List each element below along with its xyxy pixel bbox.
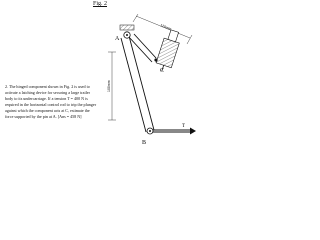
label-c: C xyxy=(160,68,165,74)
control-rod xyxy=(153,128,196,135)
contact-point-c xyxy=(154,58,157,61)
latch-diagram xyxy=(0,0,200,156)
label-a: A xyxy=(115,36,120,42)
dimension-label-120mm: 120mm xyxy=(159,23,172,32)
problem-statement xyxy=(5,84,97,120)
label-b: B xyxy=(142,140,147,146)
problem-text: 2. The hinged component shown in Fig. 2 is used to activate a latching device for securing a large trailer body to its undercarriage. If a tension T = 400 N is required in the horizontal control rod to trip the plunger against which the component acts at C, estimate the force supported by the pin at A. [Ans = 458 N] xyxy=(5,84,97,120)
figure-title: Fig. 2 xyxy=(92,1,107,7)
dimension-label-100mm: 100mm xyxy=(107,80,111,92)
pin-b-center xyxy=(149,130,151,132)
label-t: T xyxy=(182,124,186,129)
dimension-line-120mm xyxy=(133,14,192,44)
top-support xyxy=(120,25,134,30)
pin-a-center xyxy=(126,34,128,36)
plunger-housing xyxy=(154,29,182,74)
